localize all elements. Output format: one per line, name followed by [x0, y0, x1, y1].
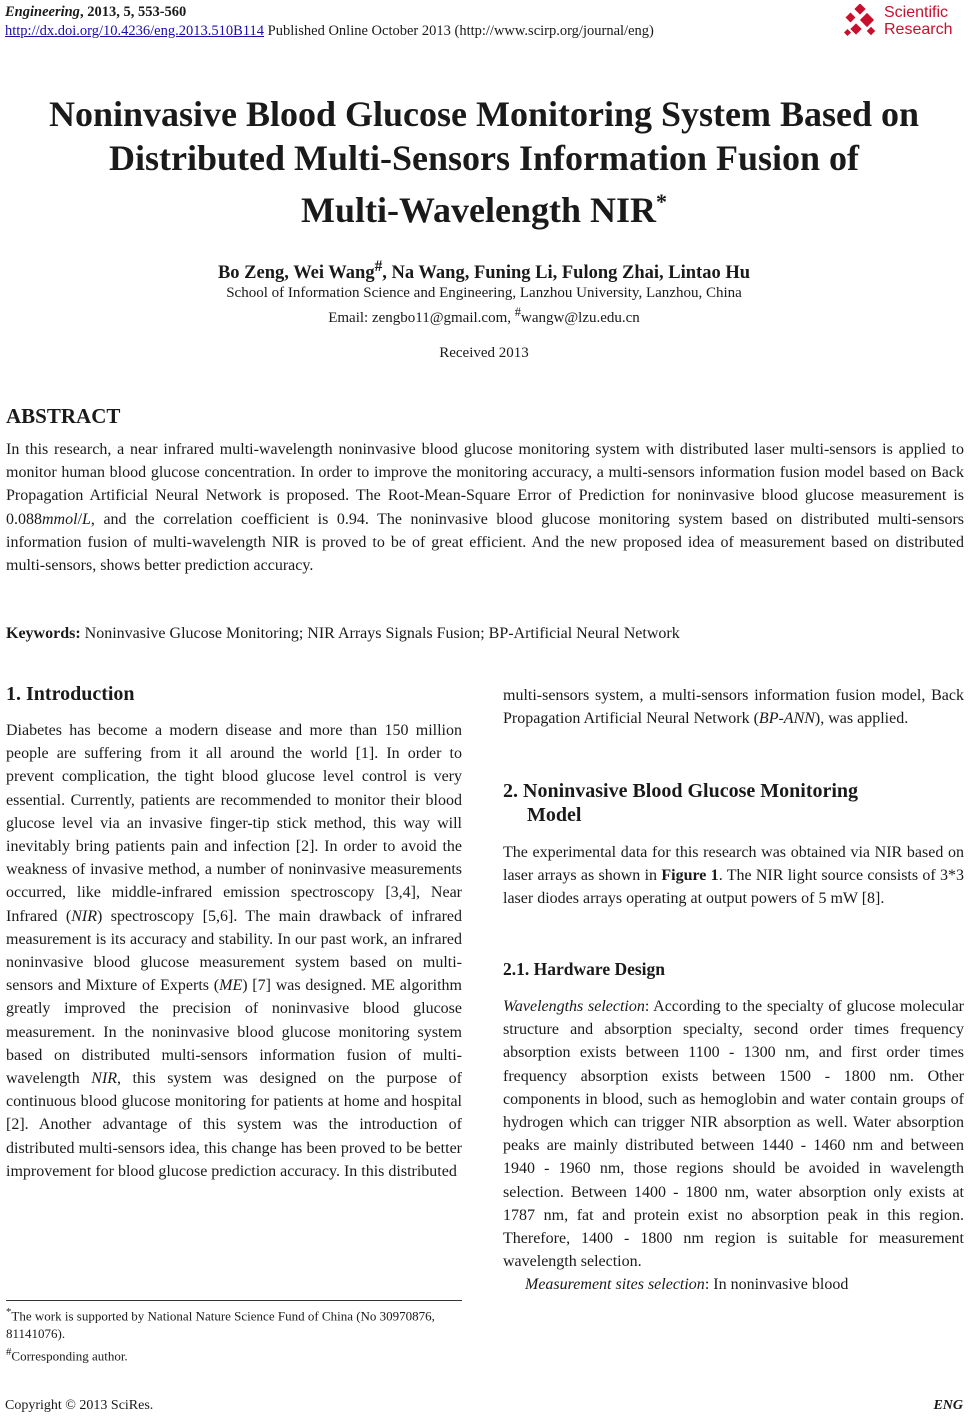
footnotes — [6, 1303, 462, 1366]
hardware-design-text: Wavelengths selection: According to the specialty of glucose molecular structure and absorption specialty, second order times frequency absorption exists between 1100 - 1300 nm, and first order times frequency absorption exists between 1500 - 1800 nm. Other components in blood, such as hemoglobin and water contain groups of hydrogen which can trigger NIR absorption as well. Water absorption peaks are mainly distributed between 1440 - 1460 nm and between 1940 - 1960 nm, those regions should be avoided in wavelength selection. Between 1400 - 1800 nm, water absorption only exists at 1787 nm, fat and protein exist no absorption peak in this region. Therefore, 1400 - 1800 nm region is suitable for measurement wavelength selection. Measurement sites selection: In noninvasive blood — [503, 998, 965, 1294]
published-text: Published Online October 2013 (http://www.scirp.org/journal/eng) — [267, 23, 654, 39]
paper-title: Noninvasive Blood Glucose Monitoring System Based on Distributed Multi-Sensors Information Fusion of Multi-Wavelength NIR* — [48, 94, 920, 230]
abstract-text: In this research, a near infrared multi-wavelength noninvasive blood glucose monitoring system with distributed laser multi-sensors is applied to monitor human blood glucose concentration. In order to improve the monitoring accuracy, a multi-sensors information fusion model based on Back Propagation Artificial Neural Network is proposed. The Root-Mean-Square Error of Prediction for noninvasive blood glucose measurement is 0.088mmol/L, and the correlation coefficient is 0.94. The noninvasive blood glucose monitoring system based on distributed multi-sensors information fusion of multi-wavelength NIR is proved to be of great efficient. And the new proposed idea of measurement based on distributed multi-sensors, shows better prediction accuracy. — [6, 441, 964, 575]
logo-text: Scientific Research — [884, 4, 953, 38]
introduction-continued: multi-sensors system, a multi-sensors information fusion model, Back Propagation Artificial Neural Network (BP-ANN), was applied. — [503, 687, 964, 728]
page-footer — [5, 1398, 963, 1414]
publisher-logo — [842, 4, 962, 42]
author-list: Bo Zeng, Wei Wang#, Na Wang, Funing Li, Fulong Zhai, Lintao Hu — [217, 258, 751, 284]
section-heading-introduction: 1. Introduction — [6, 683, 135, 705]
introduction-text: Diabetes has become a modern disease and more than 150 million people are suffering from it all around the world [1]. In order to prevent complication, the tight blood glucose level control is very essential. Currently, patients are recommended to monitor their blood glucose level via an invasive finger-tip stick method, this way will inevitably bring patients pain and infection [2]. In order to avoid the weakness of invasive method, a number of noninvasive measurements occurred, like middle-infrared emission spectroscopy [3,4], Near Infrared (NIR) spectroscopy [5,6]. The main drawback of infrared measurement is its accuracy and stability. In our past work, an infrared noninvasive blood glucose measurement system based on multi-sensors and Mixture of Experts (ME) [7] was designed. ME algorithm greatly improved the precision of noninvasive blood glucose measurement. In the noninvasive blood glucose monitoring system based on distributed multi-sensors information fusion of multi-wavelength NIR, this system was designed on the purpose of continuous blood glucose monitoring for patients at home and hospital [2]. Another advantage of this system was the introduction of distributed multi-sensors idea, this change has been proved to be better improvement for blood glucose prediction accuracy. In this distributed — [6, 722, 462, 1180]
footer-journal: ENG — [933, 1398, 963, 1413]
journal-volume: , 2013, 5, 553-560 — [79, 4, 187, 20]
doi-link[interactable]: http://dx.doi.org/10.4236/eng.2013.510B114 — [5, 23, 264, 39]
footnote-corresponding: #Corresponding author. — [6, 1346, 128, 1364]
corresponding-marker: # — [374, 258, 383, 275]
footnote-divider — [6, 1300, 462, 1301]
keywords-label: Keywords: — [6, 625, 81, 642]
figure-1-reference: Figure 1 — [661, 867, 719, 885]
title-footnote-marker: * — [656, 189, 667, 214]
keywords: Keywords: Noninvasive Glucose Monitoring; NIR Arrays Signals Fusion; BP-Artificial Neural Network — [6, 625, 680, 642]
scirp-logo-icon — [842, 4, 882, 42]
journal-name: Engineering — [5, 4, 80, 20]
footnote-funding: *The work is supported by National Nature Science Fund of China (No 30970876, 81141076). — [6, 1306, 435, 1342]
running-header — [5, 3, 654, 41]
received-date: Received 2013 — [439, 345, 529, 361]
model-text: The experimental data for this research was obtained via NIR based on laser arrays as shown in Figure 1. The NIR light source consists of 3*3 laser diodes arrays operating at output powers of 5 mW [8]. — [503, 844, 965, 908]
subsection-heading-hardware: 2.1. Hardware Design — [503, 959, 666, 979]
author-emails: Email: zengbo11@gmail.com, #wangw@lzu.edu.cn — [328, 305, 640, 326]
affiliation: School of Information Science and Engineering, Lanzhou University, Lanzhou, China — [226, 285, 742, 301]
copyright: Copyright © 2013 SciRes. — [5, 1398, 154, 1413]
abstract-heading: ABSTRACT — [6, 404, 121, 428]
section-heading-model: 2. Noninvasive Blood Glucose Monitoring Model — [503, 780, 859, 826]
